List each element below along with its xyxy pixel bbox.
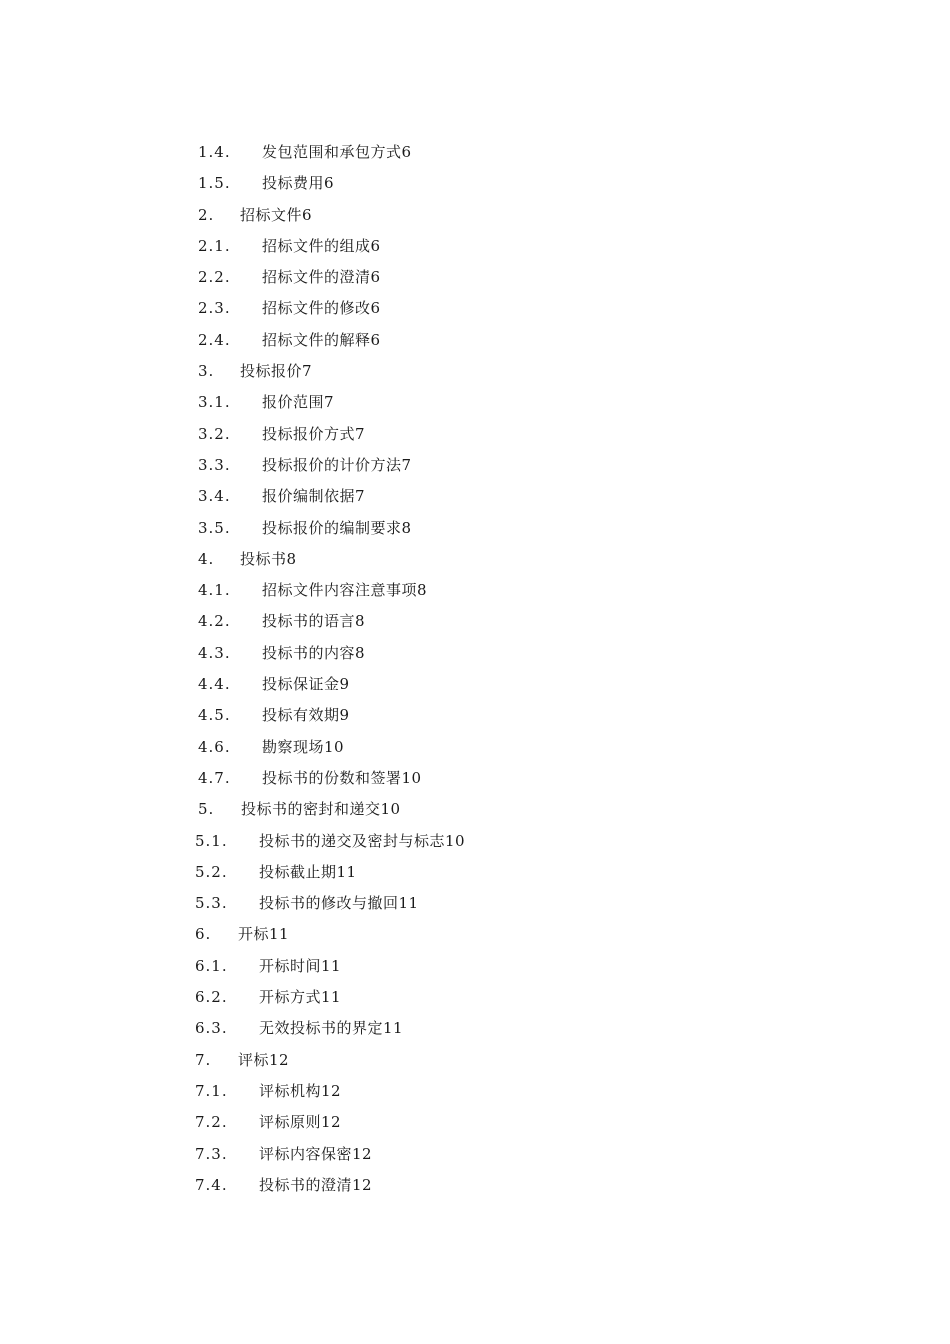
toc-entry-page: 6 (370, 268, 381, 287)
toc-entry[interactable] (0, 547, 950, 578)
toc-entry[interactable] (0, 1142, 950, 1173)
toc-entry-title: 招标文件的澄清 (262, 268, 371, 287)
toc-entry-page: 10 (401, 768, 422, 787)
toc-entry[interactable] (0, 296, 950, 327)
toc-entry[interactable] (0, 1048, 950, 1079)
toc-entry-page: 8 (401, 518, 412, 537)
toc-entry-page: 10 (324, 737, 345, 756)
toc-entry-page: 6 (302, 205, 313, 224)
toc-entry-number: 2.2. (198, 268, 231, 287)
toc-entry[interactable] (0, 703, 950, 734)
toc-entry-number: 7.2. (195, 1113, 228, 1132)
toc-entry-page: 6 (324, 174, 335, 193)
toc-entry-page: 12 (352, 1144, 373, 1163)
toc-entry-page: 8 (417, 581, 428, 600)
toc-entry-page: 7 (355, 487, 366, 506)
toc-entry-page: 11 (336, 862, 357, 881)
toc-entry-title: 评标内容保密 (259, 1144, 353, 1163)
toc-entry-title: 开标时间 (259, 956, 322, 975)
toc-entry-number: 4.2. (198, 612, 231, 631)
toc-entry-title: 无效投标书的界定 (259, 1019, 384, 1038)
toc-entry-number: 7.1. (195, 1081, 228, 1100)
toc-entry[interactable] (0, 735, 950, 766)
toc-entry[interactable] (0, 1110, 950, 1141)
toc-entry[interactable] (0, 954, 950, 985)
toc-entry[interactable] (0, 140, 950, 171)
toc-entry-number: 6. (195, 925, 212, 944)
toc-entry-title: 招标文件的组成 (262, 236, 371, 255)
toc-entry-number: 4.7. (198, 768, 231, 787)
toc-entry-page: 7 (355, 424, 366, 443)
toc-entry[interactable] (0, 484, 950, 515)
toc-entry[interactable] (0, 672, 950, 703)
toc-entry-page: 6 (370, 236, 381, 255)
toc-entry-title: 招标文件内容注意事项 (262, 581, 418, 600)
toc-entry-page: 7 (302, 362, 313, 381)
toc-entry-title: 投标截止期 (259, 862, 337, 881)
toc-entry-number: 3.1. (198, 393, 231, 412)
toc-entry-page: 11 (269, 925, 290, 944)
toc-entry[interactable] (0, 328, 950, 359)
toc-entry-number: 4.3. (198, 643, 231, 662)
toc-entry-number: 4. (198, 549, 215, 568)
toc-entry[interactable] (0, 985, 950, 1016)
toc-entry-title: 投标报价的编制要求 (262, 518, 402, 537)
table-of-contents (0, 140, 950, 1204)
toc-entry-page: 10 (380, 800, 401, 819)
toc-entry-number: 3.2. (198, 424, 231, 443)
toc-entry-title: 招标文件的解释 (262, 330, 371, 349)
toc-entry-title: 投标有效期 (262, 706, 340, 725)
toc-entry-page: 12 (352, 1175, 373, 1194)
toc-entry[interactable] (0, 829, 950, 860)
toc-entry[interactable] (0, 1016, 950, 1047)
toc-entry[interactable] (0, 203, 950, 234)
toc-entry[interactable] (0, 766, 950, 797)
toc-entry-page: 12 (321, 1081, 342, 1100)
toc-entry[interactable] (0, 390, 950, 421)
toc-entry-title: 投标报价的计价方法 (262, 455, 402, 474)
toc-entry-title: 投标报价方式 (262, 424, 356, 443)
toc-entry-page: 6 (370, 299, 381, 318)
toc-entry-title: 投标书的份数和签署 (262, 768, 402, 787)
toc-entry-title: 投标书的澄清 (259, 1175, 353, 1194)
toc-entry-number: 5.2. (195, 862, 228, 881)
toc-entry-number: 7.3. (195, 1144, 228, 1163)
toc-entry-number: 2. (198, 205, 215, 224)
toc-entry-number: 2.1. (198, 236, 231, 255)
toc-entry-page: 8 (355, 612, 366, 631)
toc-entry[interactable] (0, 891, 950, 922)
toc-entry-page: 9 (339, 675, 350, 694)
toc-entry[interactable] (0, 797, 950, 828)
toc-entry[interactable] (0, 359, 950, 390)
toc-entry-title: 投标书的内容 (262, 643, 356, 662)
toc-entry-page: 11 (398, 894, 419, 913)
toc-entry-page: 11 (321, 988, 342, 1007)
toc-entry[interactable] (0, 922, 950, 953)
toc-entry-page: 7 (324, 393, 335, 412)
toc-entry-page: 11 (383, 1019, 404, 1038)
toc-entry[interactable] (0, 422, 950, 453)
toc-entry-title: 评标 (238, 1050, 270, 1069)
toc-entry-number: 6.1. (195, 956, 228, 975)
toc-entry-number: 4.4. (198, 675, 231, 694)
toc-entry-number: 1.5. (198, 174, 231, 193)
toc-entry-page: 12 (269, 1050, 290, 1069)
toc-entry-title: 投标书的密封和递交 (241, 800, 381, 819)
toc-entry[interactable] (0, 641, 950, 672)
toc-entry-title: 开标 (238, 925, 270, 944)
toc-entry-number: 5.3. (195, 894, 228, 913)
toc-entry-number: 6.3. (195, 1019, 228, 1038)
toc-entry-page: 7 (401, 455, 412, 474)
toc-entry-title: 招标文件 (240, 205, 303, 224)
toc-entry-page: 9 (339, 706, 350, 725)
toc-entry[interactable] (0, 578, 950, 609)
toc-entry-number: 5.1. (195, 831, 228, 850)
toc-entry-page: 6 (370, 330, 381, 349)
toc-entry-page: 12 (321, 1113, 342, 1132)
toc-entry-number: 3. (198, 362, 215, 381)
toc-entry-number: 1.4. (198, 143, 231, 161)
toc-entry[interactable] (0, 609, 950, 640)
toc-entry-page: 11 (321, 956, 342, 975)
toc-entry-number: 7.4. (195, 1175, 228, 1194)
toc-entry-title: 招标文件的修改 (262, 299, 371, 318)
toc-entry-title: 报价范围 (262, 393, 325, 412)
toc-entry-number: 7. (195, 1050, 212, 1069)
toc-entry[interactable] (0, 453, 950, 484)
toc-entry-title: 评标原则 (259, 1113, 322, 1132)
toc-entry-title: 评标机构 (259, 1081, 322, 1100)
toc-entry-title: 报价编制依据 (262, 487, 356, 506)
toc-entry-title: 投标书的递交及密封与标志 (259, 831, 446, 850)
toc-entry-number: 6.2. (195, 988, 228, 1007)
toc-entry[interactable] (0, 860, 950, 891)
toc-entry-title: 投标书 (240, 549, 287, 568)
toc-entry-number: 4.6. (198, 737, 231, 756)
toc-entry[interactable] (0, 1173, 950, 1204)
toc-entry-number: 3.4. (198, 487, 231, 506)
toc-entry-title: 投标书的语言 (262, 612, 356, 631)
toc-entry-number: 3.5. (198, 518, 231, 537)
toc-entry-title: 发包范围和承包方式 (262, 143, 402, 161)
toc-entry-number: 2.4. (198, 330, 231, 349)
toc-entry[interactable] (0, 1079, 950, 1110)
toc-entry-title: 开标方式 (259, 988, 322, 1007)
toc-entry-page: 8 (286, 549, 297, 568)
toc-entry-title: 勘察现场 (262, 737, 325, 756)
toc-entry-number: 4.5. (198, 706, 231, 725)
toc-entry-number: 2.3. (198, 299, 231, 318)
toc-entry[interactable] (0, 265, 950, 296)
toc-entry[interactable] (0, 171, 950, 202)
toc-entry-title: 投标保证金 (262, 675, 340, 694)
toc-entry[interactable] (0, 516, 950, 547)
toc-entry-number: 4.1. (198, 581, 231, 600)
toc-entry[interactable] (0, 234, 950, 265)
toc-entry-page: 10 (445, 831, 466, 850)
toc-entry-title: 投标费用 (262, 174, 325, 193)
toc-entry-page: 6 (401, 143, 412, 161)
toc-entry-title: 投标报价 (240, 362, 303, 381)
toc-entry-title: 投标书的修改与撤回 (259, 894, 399, 913)
toc-entry-number: 5. (198, 800, 215, 819)
toc-entry-number: 3.3. (198, 455, 231, 474)
toc-entry-page: 8 (355, 643, 366, 662)
